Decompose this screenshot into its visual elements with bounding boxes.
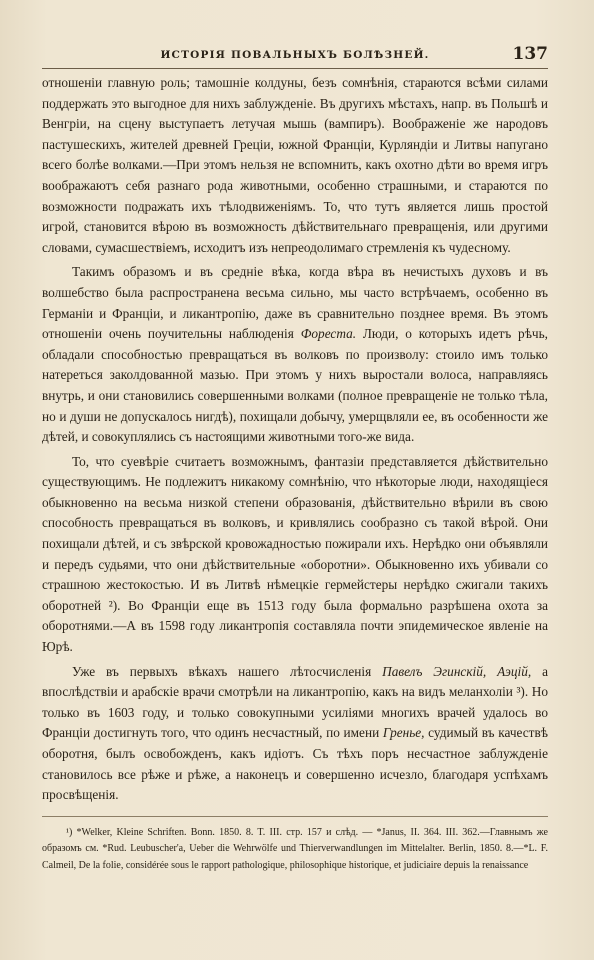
person-name-grenier: Гренье, [382,725,425,741]
paragraph-3: То, что суевѣріе считаетъ возможнымъ, фантазіи представляется дѣйствительно существующимъ. Не подлежитъ никакому сомнѣнію, что нѣкоторые люди, находящіеся обыкновенно на весьма низкой степени образованія, дѣйствительно вѣрили въ свою способность превращаться въ волковъ, и кривлялись сообразно съ такой вѣрой. Они похищали дѣтей, и съ звѣрской кровожадностью пожирали ихъ. Нерѣдко они объявляли и передъ судьями, что они дѣйствительные «оборотни». Обыкновенно ихъ убивали со страшною жестокостью. И въ Литвѣ нѣмецкіе гермейстеры нерѣдко сжигали такихъ оборотней ²). Во Франціи еще въ 1513 году была формально разрѣшена охота за оборотнями.—А въ 1598 году ликантропія составляла почти эпидемическое явленіе на Юрѣ. [42,453,548,655]
footnotes [42,816,548,875]
paragraph-1: отношеніи главную роль; тамошніе колдуны, безъ сомнѣнія, стараются всѣми силами поддержать это выгодное для нихъ заблужденіе. Въ другихъ мѣстахъ, напр. въ Польшѣ и Венгріи, на сцену выступаетъ летучая мышь (вампиръ). Воображеніе же народовъ пастушескихъ, жителей древней Греціи, южной Франціи, Курляндіи и Литвы напугано всего болѣе волками.—При этомъ нельзя не вспомнить, какъ охотно дѣти во время игръ воображаютъ себя разнаго рода животными, особенно страшными, и стараются по возможности подражать ихъ тѣлодвиженіямъ. То, что тутъ является лишь простой игрой, становится вѣрою въ возможность дѣйствительнаго превращенія, или другими словами, сумасшествіемъ, исходитъ изъ непреодолимаго стремленія къ чудесному. [42,75,548,255]
paragraph-2 [42,262,548,447]
page-header [42,44,548,69]
paragraph-2-text-b: Люди, о которыхъ идетъ рѣчь, обладали способностью превращаться въ волковъ по произволу: стоило имъ только натереться заколдованной мазью. При этомъ у нихъ выростали волоса, направляясь внутрь, и они становились совершенными волками (полное превращеніе не только тѣла, но и души не допускалось нигдѣ), похищали добычу, умерщвляли ее, въ особенности же дѣтей, и совокуплялись съ настоящими животными того-же вида. [42,326,548,445]
paragraph-4-text-c: судимый въ качествѣ оборотня, былъ освобожденъ, какъ идіотъ. Съ тѣхъ поръ несчастное заблужденіе становилось все рѣже и рѣже, а наконецъ и совершенно исчезло, благодаря успѣхамъ просвѣщенія. [42,725,548,803]
paragraph-4-text-b: а впослѣдствіи и арабскіе врачи смотрѣли на ликантропію, какъ на видъ меланхоліи ³). Но только въ 1603 году, и только совокупными усиліями многихъ врачей удалось во Франціи достигнуть того, что одинъ несчастный, по имени [42,663,548,741]
page-number: 137 [512,44,548,64]
running-title: ИСТОРІЯ ПОВАЛЬНЫХЪ БОЛѢЗНЕЙ. [160,49,430,61]
paragraph-4-text-a: Уже въ первыхъ вѣкахъ нашего лѣтосчисленія [72,663,383,679]
footnote-1: ¹) *Welker, Kleine Schriften. Bonn. 1850. 8. T. III. стр. 157 и слѣд. — *Janus, II. 364. III. 362.—Главнымъ же образомъ см. *Rud. Leubuscher'a, Ueber die Wehrwölfe und Thierverwandlungen im Mittelalter. Berlin, 1850. 8.—*L. F. Calmeil, De la folie, considérée sous le rapport pathologique, philosophique historique, et judiciaire depuis la renaissance [42,826,548,871]
author-names-paul-aetius: Павелъ Эгинскій, Аэцій, [382,663,532,679]
paragraph-4 [42,662,548,806]
paragraph-2-text-a: Такимъ образомъ и въ средніе вѣка, когда вѣра въ нечистыхъ духовъ и въ волшебство была распространена весьма сильно, мы часто встрѣчаемъ, особенно въ Германіи и Франціи, и ликантропію, даже въ сравнительно позднее время. Въ этомъ отношеніи очень поучительны наблюденія [42,264,548,342]
author-name-forest: Фореста. [300,326,357,342]
